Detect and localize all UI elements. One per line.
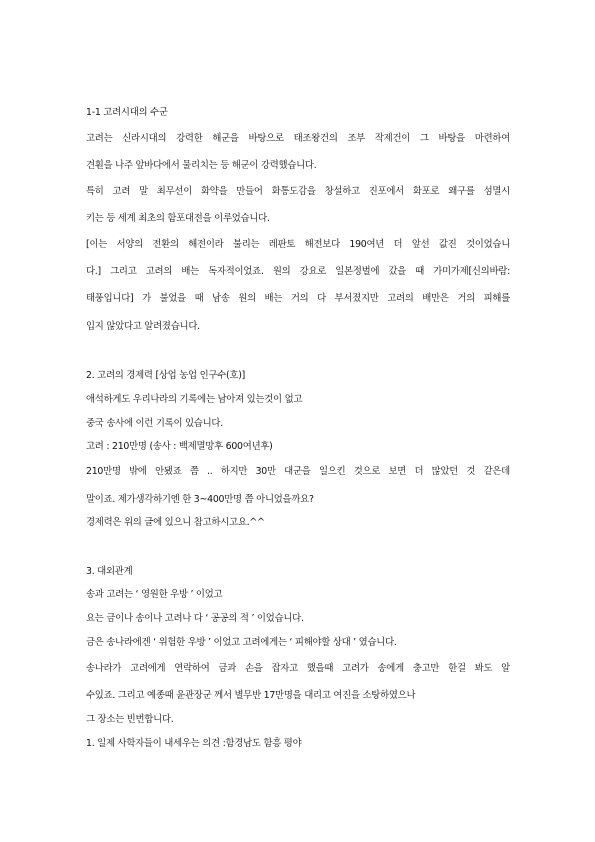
paragraph-line: 그 장소는 빈번합니다. bbox=[86, 714, 174, 725]
paragraph-line: 고려 : 210만명 (송사 : 백제멸망후 600여년후) bbox=[86, 441, 273, 452]
paragraph-line: 중국 송사에 이런 기록이 있습니다. bbox=[86, 418, 223, 429]
paragraph-line: 요는 금이나 송이나 고려나 다 ‘ 공공의 적 ’ 이었습니다. bbox=[86, 613, 304, 624]
paragraph-line: 송나라가 고려에게 연락하여 금과 손을 잡자고 했을때 고려가 송에게 충고만 한걸 봐도 알 bbox=[86, 663, 510, 674]
paragraph-line: 고려는 신라시대의 강력한 해군을 바탕으로 태조왕건의 조부 작제건이 그 바탕을 마련하여 bbox=[86, 133, 510, 144]
paragraph-line: 송과 고려는 ‘ 영원한 우방 ’ 이었고 bbox=[86, 589, 223, 600]
paragraph-line: 말이죠. 제가생각하기엔 한 3~400만명 쯤 아니었을까요? bbox=[86, 494, 314, 505]
paragraph-line: 금은 송나라에겐 ‘ 위험한 우방 ’ 이었고 고려에게는 ‘ 피해야할 상대 ’ 였습니다. bbox=[86, 637, 397, 648]
paragraph-line: [이는 서양의 전환의 해전이라 불리는 레판토 해전보다 190여년 더 앞선 값진 것이었습니 bbox=[86, 239, 510, 250]
paragraph-line: 특히 고려 말 최무선이 화약을 만들어 화통도감을 창설하고 진포에서 화포로 왜구를 섬멸시 bbox=[86, 186, 510, 197]
paragraph-line: 1. 일제 사학자들이 내세우는 의견 :함경남도 함흥 평야 bbox=[86, 738, 302, 749]
paragraph-line: 수있죠. 그리고 예종때 윤관장군 께서 별무반 17만명을 대리고 여진을 소탕하였으나 bbox=[86, 690, 416, 701]
paragraph-line: 입지 않았다고 알려졌습니다. bbox=[86, 321, 200, 332]
paragraph-line: 애석하게도 우리나라의 기록에는 남아져 있는것이 없고 bbox=[86, 394, 303, 405]
paragraph-line: 견훤을 나주 앞바다에서 물리치는 등 해군이 강력했습니다. bbox=[86, 160, 317, 171]
paragraph-line: 다.] 그리고 고려의 배는 독자적이었죠. 원의 강요로 일본정벌에 갔을 때 가미가제[신의바람: bbox=[86, 266, 510, 277]
paragraph-line: 경제력은 위의 글에 있으니 참고하시고요.^^ bbox=[86, 517, 265, 528]
paragraph-line: 210만명 밖에 안됐죠 쯤 .. 하지만 30만 대군을 일으킨 것으로 보면 더 많았던 것 같은데 bbox=[86, 466, 510, 477]
section-2-heading: 2. 고려의 경제력 [상업 농업 인구수(호)] bbox=[86, 370, 246, 381]
section-3-heading: 3. 대외관계 bbox=[86, 566, 133, 577]
paragraph-line: 태풍입니다] 가 불었을 때 남송 원의 배는 거의 다 부서졌지만 고려의 배만은 거의 피해를 bbox=[86, 293, 510, 304]
paragraph-line: 키는 등 세계 최초의 함포대전을 이루었습니다. bbox=[86, 213, 270, 224]
section-1-heading: 1-1 고려시대의 수군 bbox=[86, 107, 168, 118]
